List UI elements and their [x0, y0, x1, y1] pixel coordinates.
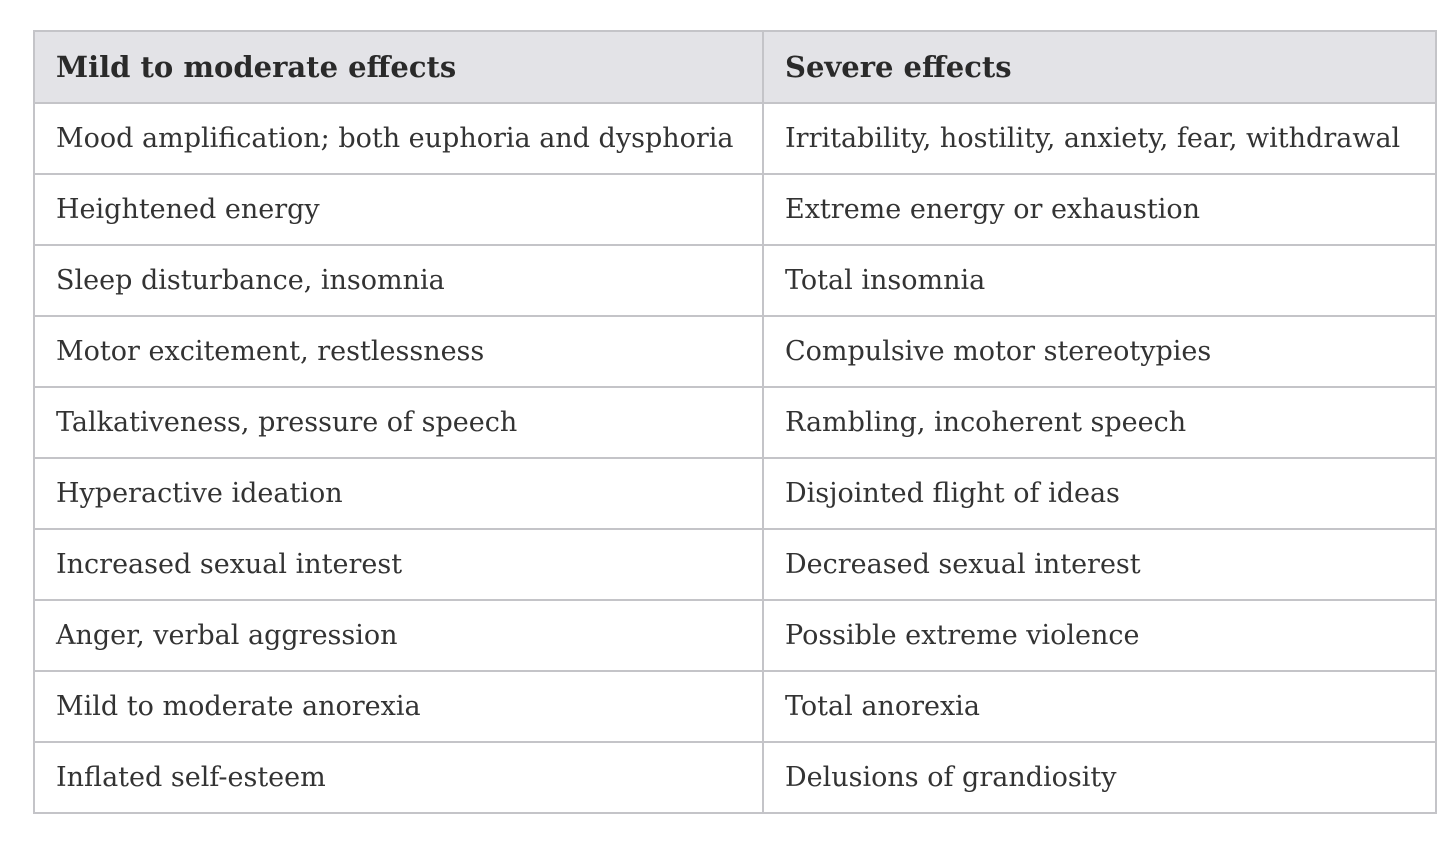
table-row	[34, 529, 1436, 600]
cell-mild: Anger, verbal aggression	[34, 600, 763, 671]
cell-severe: Decreased sexual interest	[763, 529, 1436, 600]
cell-mild: Motor excitement, restlessness	[34, 316, 763, 387]
header-severe: Severe effects	[763, 31, 1436, 103]
cell-mild: Sleep disturbance, insomnia	[34, 245, 763, 316]
table-header-row	[34, 31, 1436, 103]
cell-mild: Mood amplification; both euphoria and dysphoria	[34, 103, 763, 174]
cell-severe: Compulsive motor stereotypies	[763, 316, 1436, 387]
cell-severe: Irritability, hostility, anxiety, fear, withdrawal	[763, 103, 1436, 174]
effects-table	[33, 30, 1437, 814]
table-row	[34, 245, 1436, 316]
cell-mild: Hyperactive ideation	[34, 458, 763, 529]
cell-severe: Delusions of grandiosity	[763, 742, 1436, 813]
cell-severe: Total insomnia	[763, 245, 1436, 316]
cell-severe: Disjointed flight of ideas	[763, 458, 1436, 529]
table-row	[34, 174, 1436, 245]
cell-severe: Total anorexia	[763, 671, 1436, 742]
cell-mild: Talkativeness, pressure of speech	[34, 387, 763, 458]
table-row	[34, 600, 1436, 671]
cell-mild: Inflated self-esteem	[34, 742, 763, 813]
cell-mild: Increased sexual interest	[34, 529, 763, 600]
table-row	[34, 103, 1436, 174]
header-mild-moderate: Mild to moderate effects	[34, 31, 763, 103]
cell-severe: Rambling, incoherent speech	[763, 387, 1436, 458]
cell-severe: Possible extreme violence	[763, 600, 1436, 671]
table-row	[34, 316, 1436, 387]
cell-mild: Heightened energy	[34, 174, 763, 245]
cell-severe: Extreme energy or exhaustion	[763, 174, 1436, 245]
table-row	[34, 387, 1436, 458]
table-row	[34, 458, 1436, 529]
cell-mild: Mild to moderate anorexia	[34, 671, 763, 742]
table-row	[34, 671, 1436, 742]
table-row	[34, 742, 1436, 813]
effects-table-container	[33, 30, 1435, 814]
